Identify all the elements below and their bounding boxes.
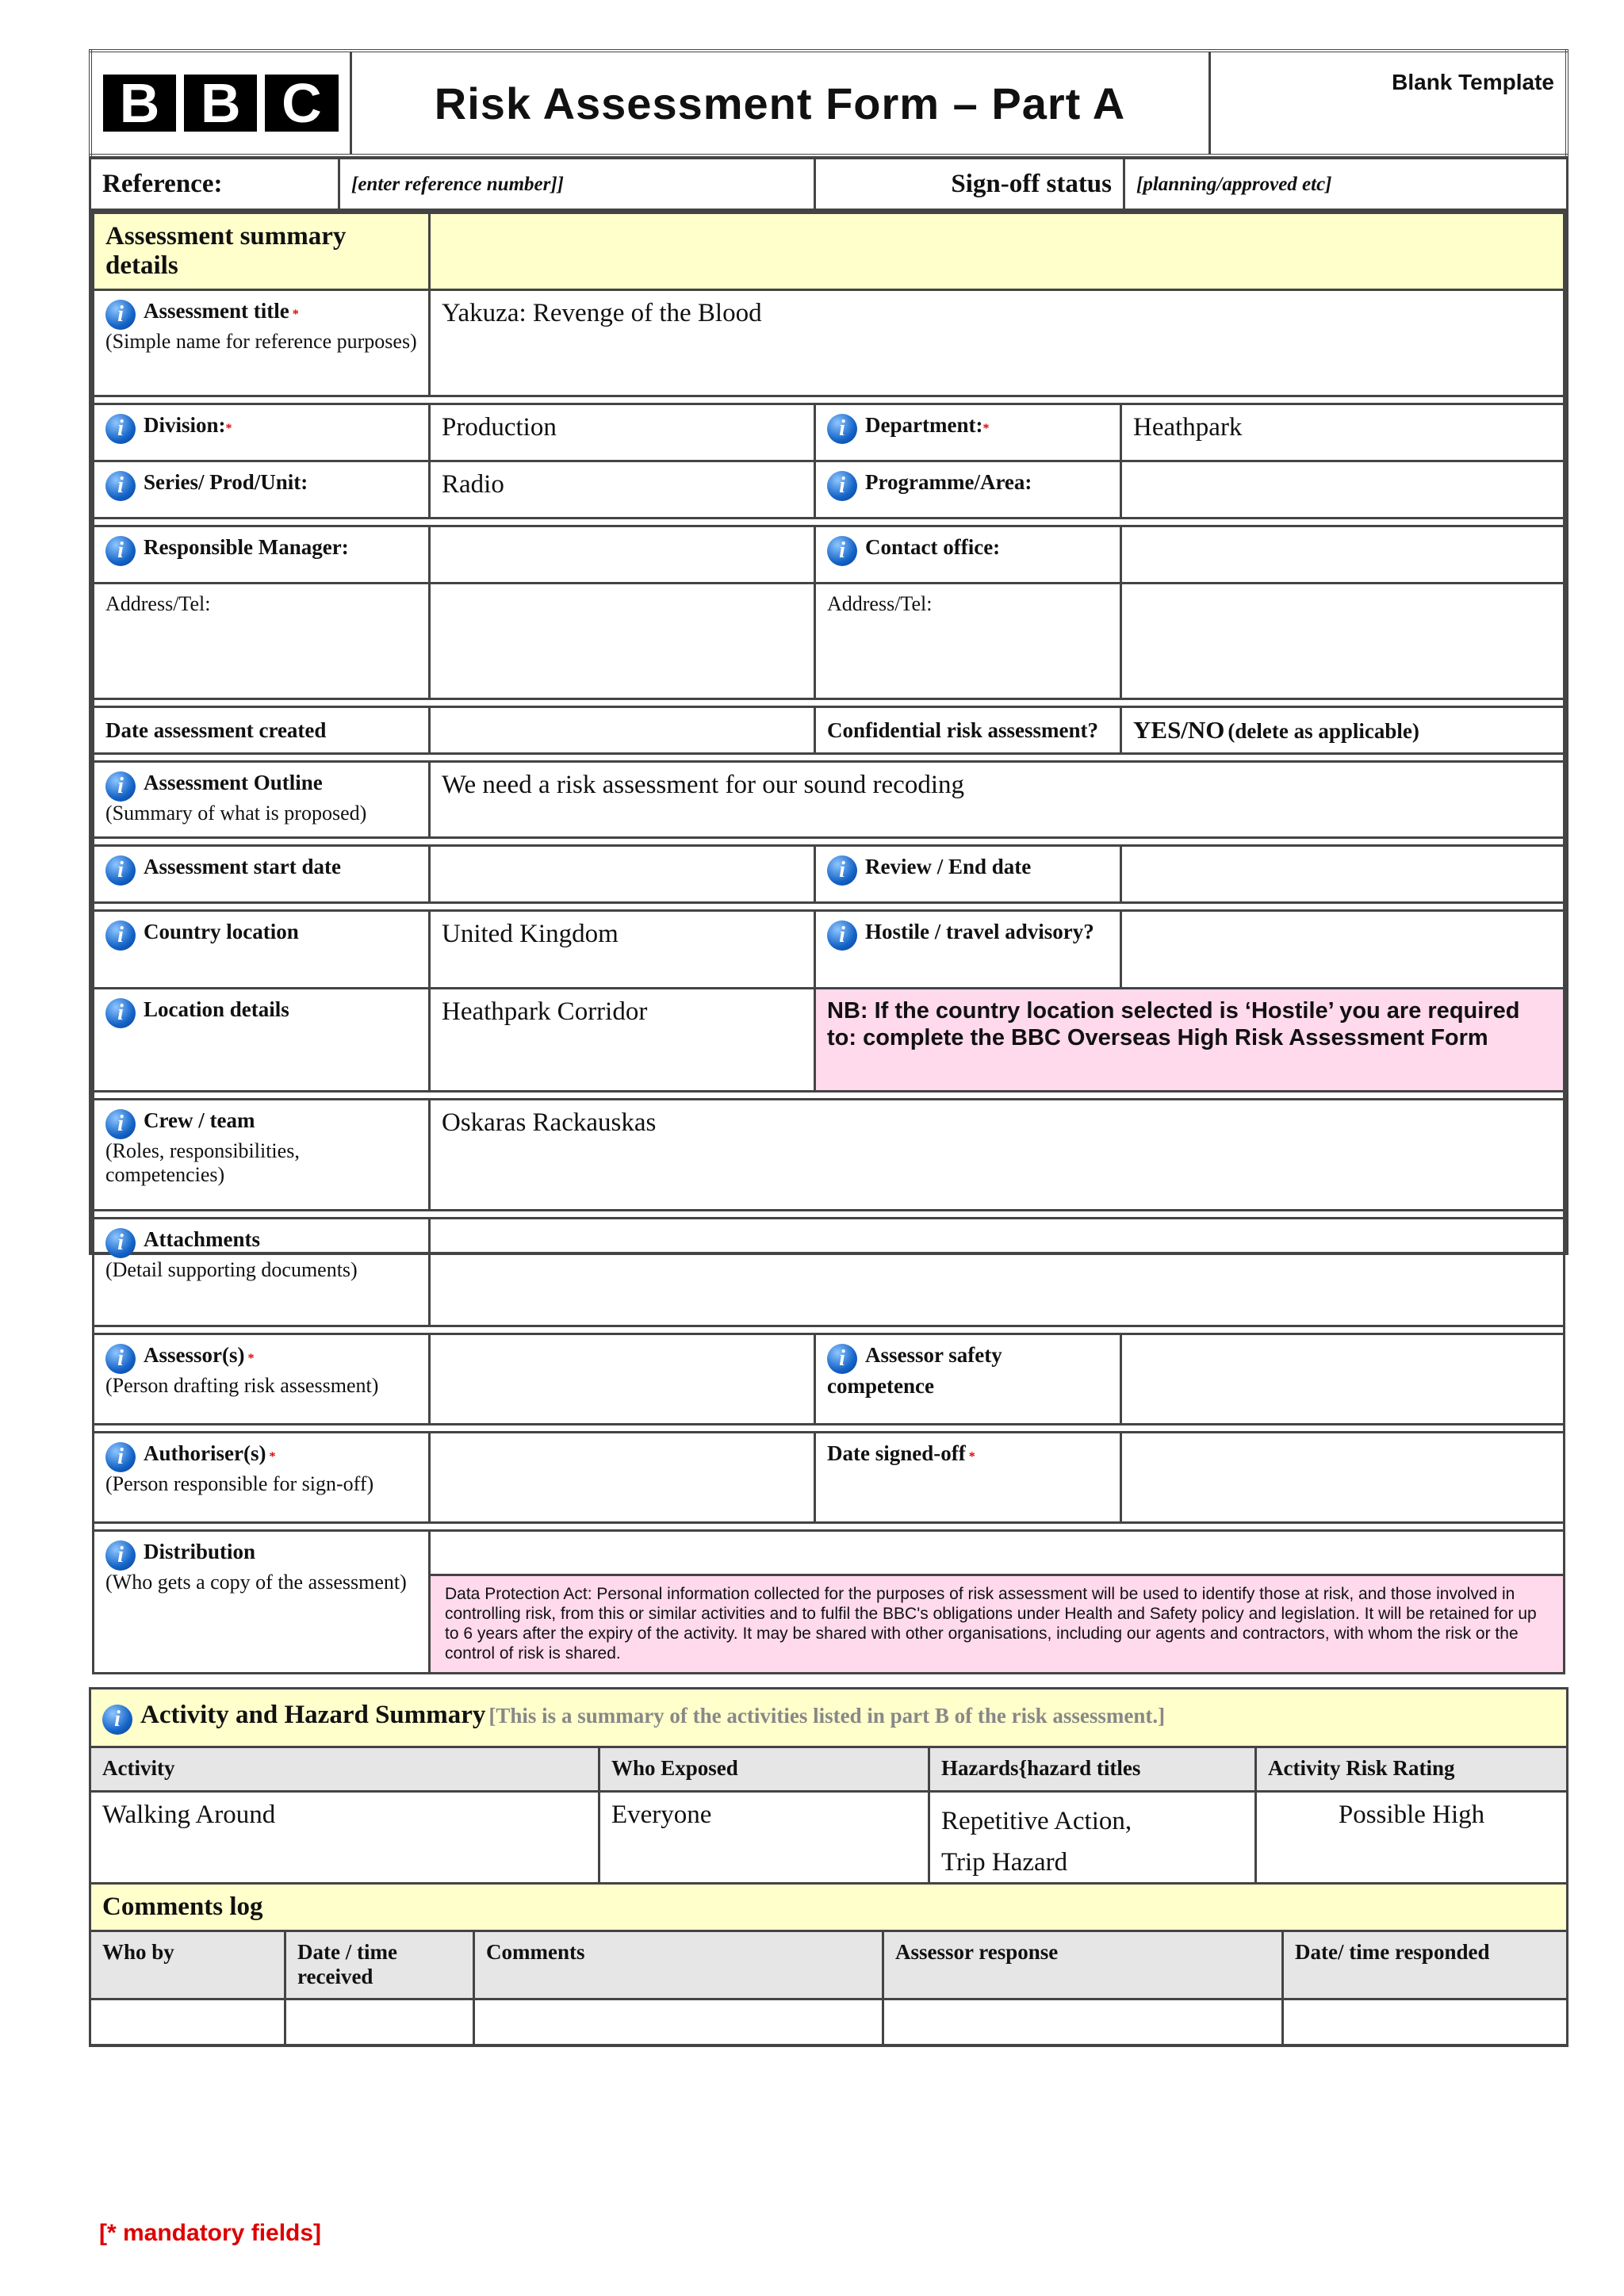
date-signed-input[interactable] bbox=[1121, 1433, 1565, 1523]
assessor-safety-input[interactable] bbox=[1121, 1334, 1565, 1425]
signoff-input[interactable]: [planning/approved etc] bbox=[1124, 159, 1568, 211]
template-label: Blank Template bbox=[1209, 51, 1567, 155]
info-icon[interactable]: i bbox=[102, 1705, 132, 1735]
date-received-cell[interactable] bbox=[285, 1999, 474, 2045]
assessment-form bbox=[89, 209, 1568, 1663]
location-details-input[interactable]: Heathpark Corridor bbox=[430, 989, 815, 1092]
info-icon[interactable]: i bbox=[105, 1109, 136, 1139]
authorisers-input[interactable] bbox=[430, 1433, 815, 1523]
date-created-input[interactable] bbox=[430, 707, 815, 754]
hazard-item: Trip Hazard bbox=[941, 1848, 1068, 1877]
start-date-input[interactable] bbox=[430, 846, 815, 903]
review-date-input[interactable] bbox=[1121, 846, 1565, 903]
info-icon[interactable]: i bbox=[105, 471, 136, 501]
reference-row bbox=[89, 157, 1568, 212]
assessors-hint: (Person drafting risk assessment) bbox=[105, 1374, 379, 1397]
activity-cell[interactable]: Walking Around bbox=[90, 1792, 599, 1892]
logo-letter: B bbox=[103, 75, 176, 132]
column-header: Activity bbox=[90, 1747, 599, 1792]
required-asterisk: * bbox=[968, 1450, 975, 1464]
assessment-title-label: i Assessment title * (Simple name for reference purposes) bbox=[94, 290, 430, 396]
table-row bbox=[90, 1999, 1568, 2045]
programme-input[interactable] bbox=[1121, 461, 1565, 519]
contact-office-label: i Contact office: bbox=[815, 526, 1121, 584]
country-label: i Country location bbox=[94, 911, 430, 989]
column-header: Comments bbox=[474, 1931, 883, 1999]
assessors-input[interactable] bbox=[430, 1334, 815, 1425]
activity-summary bbox=[89, 1687, 1568, 1893]
info-icon[interactable]: i bbox=[105, 771, 136, 802]
authorisers-label: i Authoriser(s) * (Person responsible for sign-off) bbox=[94, 1433, 430, 1523]
required-asterisk: * bbox=[225, 422, 232, 435]
info-icon[interactable]: i bbox=[105, 1442, 136, 1472]
assessment-title-hint: (Simple name for reference purposes) bbox=[105, 330, 417, 353]
activity-section-note: [This is a summary of the activities listed in part B of the risk assessment.] bbox=[488, 1704, 1166, 1728]
logo-letter: B bbox=[184, 75, 257, 132]
data-protection-notice: Data Protection Act: Personal information collected for the purposes of risk assessment will be used to identify those at risk, and those involved in controlling risk, from this or similar activities and to fulfil the BBC's obligations under Health and Safety policy and legislation. It will be retained for up to 6 years after the expiry of the activity. It may be shared with other organisations, including our agents and contractors, with whom the risk or the control of risk is shared. bbox=[430, 1575, 1565, 1674]
risk-rating-cell[interactable]: Possible High bbox=[1256, 1792, 1568, 1892]
review-date-label: i Review / End date bbox=[815, 846, 1121, 903]
activity-section-header bbox=[90, 1689, 1568, 1747]
info-icon[interactable]: i bbox=[105, 1540, 136, 1571]
info-icon[interactable]: i bbox=[105, 855, 136, 886]
outline-label: i Assessment Outline (Summary of what is proposed) bbox=[94, 762, 430, 838]
info-icon[interactable]: i bbox=[105, 1344, 136, 1374]
summary-header-filler bbox=[430, 213, 1565, 290]
crew-label: i Crew / team (Roles, responsibilities, competencies) bbox=[94, 1100, 430, 1211]
division-label: i Division:* bbox=[94, 404, 430, 461]
column-header: Assessor response bbox=[883, 1931, 1283, 1999]
logo-letter: C bbox=[265, 75, 338, 132]
distribution-label: i Distribution (Who gets a copy of the assessment) bbox=[94, 1531, 430, 1674]
date-responded-cell[interactable] bbox=[1283, 1999, 1568, 2045]
bbc-logo bbox=[90, 51, 350, 155]
column-header: Hazards{hazard titles bbox=[929, 1747, 1256, 1792]
page-title: Risk Assessment Form – Part A bbox=[350, 51, 1209, 155]
reference-input[interactable]: [enter reference number]] bbox=[339, 159, 815, 211]
info-icon[interactable]: i bbox=[105, 1228, 136, 1258]
confidential-input[interactable]: YES/NO (delete as applicable) bbox=[1121, 707, 1565, 754]
start-date-label: i Assessment start date bbox=[94, 846, 430, 903]
column-header: Who Exposed bbox=[599, 1747, 929, 1792]
info-icon[interactable]: i bbox=[827, 414, 857, 444]
crew-hint: (Roles, responsibilities, competencies) bbox=[105, 1139, 300, 1186]
info-icon[interactable]: i bbox=[827, 920, 857, 951]
hazards-cell[interactable] bbox=[929, 1792, 1256, 1892]
authorisers-hint: (Person responsible for sign-off) bbox=[105, 1472, 374, 1495]
info-icon[interactable]: i bbox=[105, 998, 136, 1028]
division-input[interactable]: Production bbox=[430, 404, 815, 461]
info-icon[interactable]: i bbox=[105, 920, 136, 951]
section-title-summary: Assessment summary details bbox=[94, 213, 430, 290]
distribution-hint: (Who gets a copy of the assessment) bbox=[105, 1571, 407, 1594]
info-icon[interactable]: i bbox=[105, 414, 136, 444]
required-asterisk: * bbox=[982, 422, 990, 435]
date-created-label: Date assessment created bbox=[94, 707, 430, 754]
assessor-safety-label: i Assessor safety competence bbox=[815, 1334, 1121, 1425]
country-input[interactable]: United Kingdom bbox=[430, 911, 815, 989]
department-input[interactable]: Heathpark bbox=[1121, 404, 1565, 461]
distribution-input[interactable] bbox=[430, 1531, 1565, 1575]
who-exposed-cell[interactable]: Everyone bbox=[599, 1792, 929, 1892]
table-row bbox=[90, 1792, 1568, 1892]
column-header: Activity Risk Rating bbox=[1256, 1747, 1568, 1792]
info-icon[interactable]: i bbox=[105, 300, 136, 330]
attachments-label: i Attachments (Detail supporting documents) bbox=[94, 1219, 430, 1326]
attachments-input[interactable] bbox=[430, 1219, 1565, 1326]
responsible-manager-input[interactable] bbox=[430, 526, 815, 584]
assessor-response-cell[interactable] bbox=[883, 1999, 1283, 2045]
mandatory-fields-note: [* mandatory fields] bbox=[99, 2220, 322, 2246]
responsible-manager-label: i Responsible Manager: bbox=[94, 526, 430, 584]
required-asterisk: * bbox=[292, 308, 299, 321]
office-address-input[interactable] bbox=[1121, 584, 1565, 699]
manager-address-input[interactable] bbox=[430, 584, 815, 699]
manager-address-label: Address/Tel: bbox=[94, 584, 430, 699]
comments-cell[interactable] bbox=[474, 1999, 883, 2045]
crew-input[interactable]: Oskaras Rackauskas bbox=[430, 1100, 1565, 1211]
reference-label: Reference: bbox=[90, 159, 339, 211]
series-label: i Series/ Prod/Unit: bbox=[94, 461, 430, 519]
contact-office-input[interactable] bbox=[1121, 526, 1565, 584]
info-icon[interactable]: i bbox=[105, 536, 136, 566]
series-input[interactable]: Radio bbox=[430, 461, 815, 519]
hostile-notice: NB: If the country location selected is ‘Hostile’ you are required to: complete the BBC Overseas High Risk Assessment Form bbox=[815, 989, 1565, 1092]
outline-hint: (Summary of what is proposed) bbox=[105, 802, 367, 825]
outline-input[interactable]: We need a risk assessment for our sound recoding bbox=[430, 762, 1565, 838]
hostile-input[interactable] bbox=[1121, 911, 1565, 989]
attachments-hint: (Detail supporting documents) bbox=[105, 1258, 358, 1281]
info-icon[interactable]: i bbox=[827, 471, 857, 501]
activity-section-title: Activity and Hazard Summary bbox=[140, 1701, 486, 1729]
info-icon[interactable]: i bbox=[827, 536, 857, 566]
required-asterisk: * bbox=[269, 1450, 276, 1464]
comments-log bbox=[89, 1882, 1568, 2047]
column-header: Date / time received bbox=[285, 1931, 474, 1999]
assessors-label: i Assessor(s) * (Person drafting risk assessment) bbox=[94, 1334, 430, 1425]
confidential-label: Confidential risk assessment? bbox=[815, 707, 1121, 754]
column-header: Who by bbox=[90, 1931, 285, 1999]
date-signed-label: Date signed-off * bbox=[815, 1433, 1121, 1523]
programme-label: i Programme/Area: bbox=[815, 461, 1121, 519]
assessment-title-input[interactable]: Yakuza: Revenge of the Blood bbox=[430, 290, 1565, 396]
hostile-label: i Hostile / travel advisory? bbox=[815, 911, 1121, 989]
column-header: Date/ time responded bbox=[1283, 1931, 1568, 1999]
department-label: i Department:* bbox=[815, 404, 1121, 461]
location-details-label: i Location details bbox=[94, 989, 430, 1092]
office-address-label: Address/Tel: bbox=[815, 584, 1121, 699]
info-icon[interactable]: i bbox=[827, 1344, 857, 1374]
info-icon[interactable]: i bbox=[827, 855, 857, 886]
form-header bbox=[89, 49, 1568, 157]
comments-section-title: Comments log bbox=[90, 1884, 1568, 1931]
required-asterisk: * bbox=[247, 1352, 255, 1365]
signoff-label: Sign-off status bbox=[815, 159, 1124, 211]
hazard-item: Repetitive Action, bbox=[941, 1807, 1132, 1835]
who-by-cell[interactable] bbox=[90, 1999, 285, 2045]
